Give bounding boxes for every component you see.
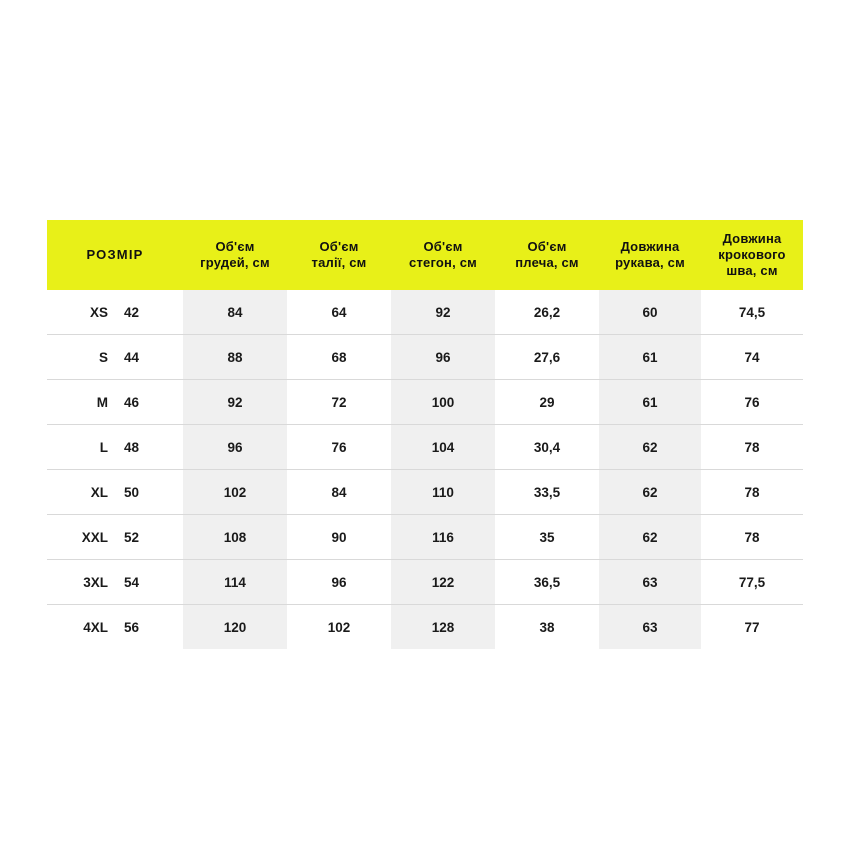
cell-sleeve: 62 [599, 515, 701, 560]
cell-inseam: 74 [701, 335, 803, 380]
column-header-sleeve-line-1: Довжина [620, 238, 680, 254]
column-header-shoulder-line-2: плеча, см [515, 255, 579, 270]
cell-waist: 102 [287, 605, 391, 650]
cell-hips: 92 [391, 290, 495, 335]
table-body [47, 290, 803, 649]
table-row [47, 560, 803, 605]
cell-inseam: 78 [701, 515, 803, 560]
table-row [47, 425, 803, 470]
cell-inseam: 77,5 [701, 560, 803, 605]
cell-size [47, 290, 183, 335]
cell-size [47, 425, 183, 470]
size-letter: S [98, 349, 108, 365]
cell-shoulder: 29 [495, 380, 599, 425]
cell-shoulder: 30,4 [495, 425, 599, 470]
cell-chest: 92 [183, 380, 287, 425]
cell-sleeve: 63 [599, 560, 701, 605]
size-letter: M [96, 394, 108, 410]
column-header-hips [391, 220, 495, 290]
table-row [47, 470, 803, 515]
cell-sleeve: 60 [599, 290, 701, 335]
cell-inseam: 78 [701, 470, 803, 515]
cell-sleeve: 61 [599, 380, 701, 425]
cell-chest: 120 [183, 605, 287, 650]
table-header [47, 220, 803, 290]
cell-shoulder: 26,2 [495, 290, 599, 335]
cell-chest: 84 [183, 290, 287, 335]
size-letter: XXL [81, 529, 108, 545]
cell-size [47, 335, 183, 380]
size-number: 48 [123, 439, 140, 455]
column-header-chest [183, 220, 287, 290]
column-header-inseam-line-1: Довжина [722, 230, 782, 246]
cell-chest: 88 [183, 335, 287, 380]
cell-hips: 100 [391, 380, 495, 425]
column-header-shoulder [495, 220, 599, 290]
column-header-sleeve-line-2: рукава, см [615, 255, 685, 270]
size-number: 46 [123, 394, 140, 410]
column-header-shoulder-line-1: Об'єм [527, 238, 567, 254]
cell-sleeve: 62 [599, 470, 701, 515]
column-header-inseam [701, 220, 803, 290]
size-number: 56 [123, 619, 140, 635]
size-letter: XL [90, 484, 108, 500]
size-letter: L [99, 439, 108, 455]
size-number: 44 [123, 349, 140, 365]
column-header-waist-line-2: талії, см [311, 255, 367, 270]
cell-hips: 110 [391, 470, 495, 515]
table-header-row [47, 220, 803, 290]
cell-chest: 108 [183, 515, 287, 560]
cell-size [47, 380, 183, 425]
cell-sleeve: 62 [599, 425, 701, 470]
cell-hips: 128 [391, 605, 495, 650]
cell-inseam: 76 [701, 380, 803, 425]
table-row [47, 290, 803, 335]
size-number: 52 [123, 529, 140, 545]
size-letter: 4XL [83, 619, 108, 635]
cell-hips: 104 [391, 425, 495, 470]
cell-chest: 102 [183, 470, 287, 515]
cell-shoulder: 27,6 [495, 335, 599, 380]
column-header-inseam-line-3: шва, см [726, 263, 778, 279]
cell-shoulder: 36,5 [495, 560, 599, 605]
column-header-hips-line-2: стегон, см [409, 255, 477, 270]
cell-shoulder: 33,5 [495, 470, 599, 515]
cell-sleeve: 63 [599, 605, 701, 650]
size-number: 54 [123, 574, 140, 590]
cell-size [47, 515, 183, 560]
column-header-hips-line-1: Об'єм [423, 238, 463, 254]
cell-waist: 68 [287, 335, 391, 380]
cell-size [47, 605, 183, 650]
size-number: 50 [123, 484, 140, 500]
cell-inseam: 77 [701, 605, 803, 650]
cell-hips: 96 [391, 335, 495, 380]
cell-shoulder: 35 [495, 515, 599, 560]
cell-hips: 122 [391, 560, 495, 605]
cell-size [47, 470, 183, 515]
cell-inseam: 74,5 [701, 290, 803, 335]
table-row [47, 515, 803, 560]
column-header-waist-line-1: Об'єм [319, 238, 359, 254]
cell-waist: 84 [287, 470, 391, 515]
table-row [47, 335, 803, 380]
cell-hips: 116 [391, 515, 495, 560]
column-header-sleeve [599, 220, 701, 290]
cell-waist: 90 [287, 515, 391, 560]
size-letter: XS [89, 304, 108, 320]
cell-inseam: 78 [701, 425, 803, 470]
table-row [47, 605, 803, 650]
cell-chest: 114 [183, 560, 287, 605]
cell-waist: 96 [287, 560, 391, 605]
column-header-chest-line-2: грудей, см [200, 255, 270, 270]
table-row [47, 380, 803, 425]
cell-waist: 76 [287, 425, 391, 470]
cell-waist: 72 [287, 380, 391, 425]
cell-shoulder: 38 [495, 605, 599, 650]
cell-waist: 64 [287, 290, 391, 335]
size-number: 42 [123, 304, 140, 320]
column-header-inseam-line-2: крокового [718, 246, 786, 262]
column-header-size [47, 220, 183, 290]
column-header-chest-line-1: Об'єм [215, 238, 255, 254]
cell-sleeve: 61 [599, 335, 701, 380]
column-header-size-line-1: РОЗМІР [86, 246, 144, 262]
cell-size [47, 560, 183, 605]
size-table [47, 220, 803, 649]
size-letter: 3XL [83, 574, 108, 590]
column-header-waist [287, 220, 391, 290]
cell-chest: 96 [183, 425, 287, 470]
size-table-container [47, 220, 803, 649]
